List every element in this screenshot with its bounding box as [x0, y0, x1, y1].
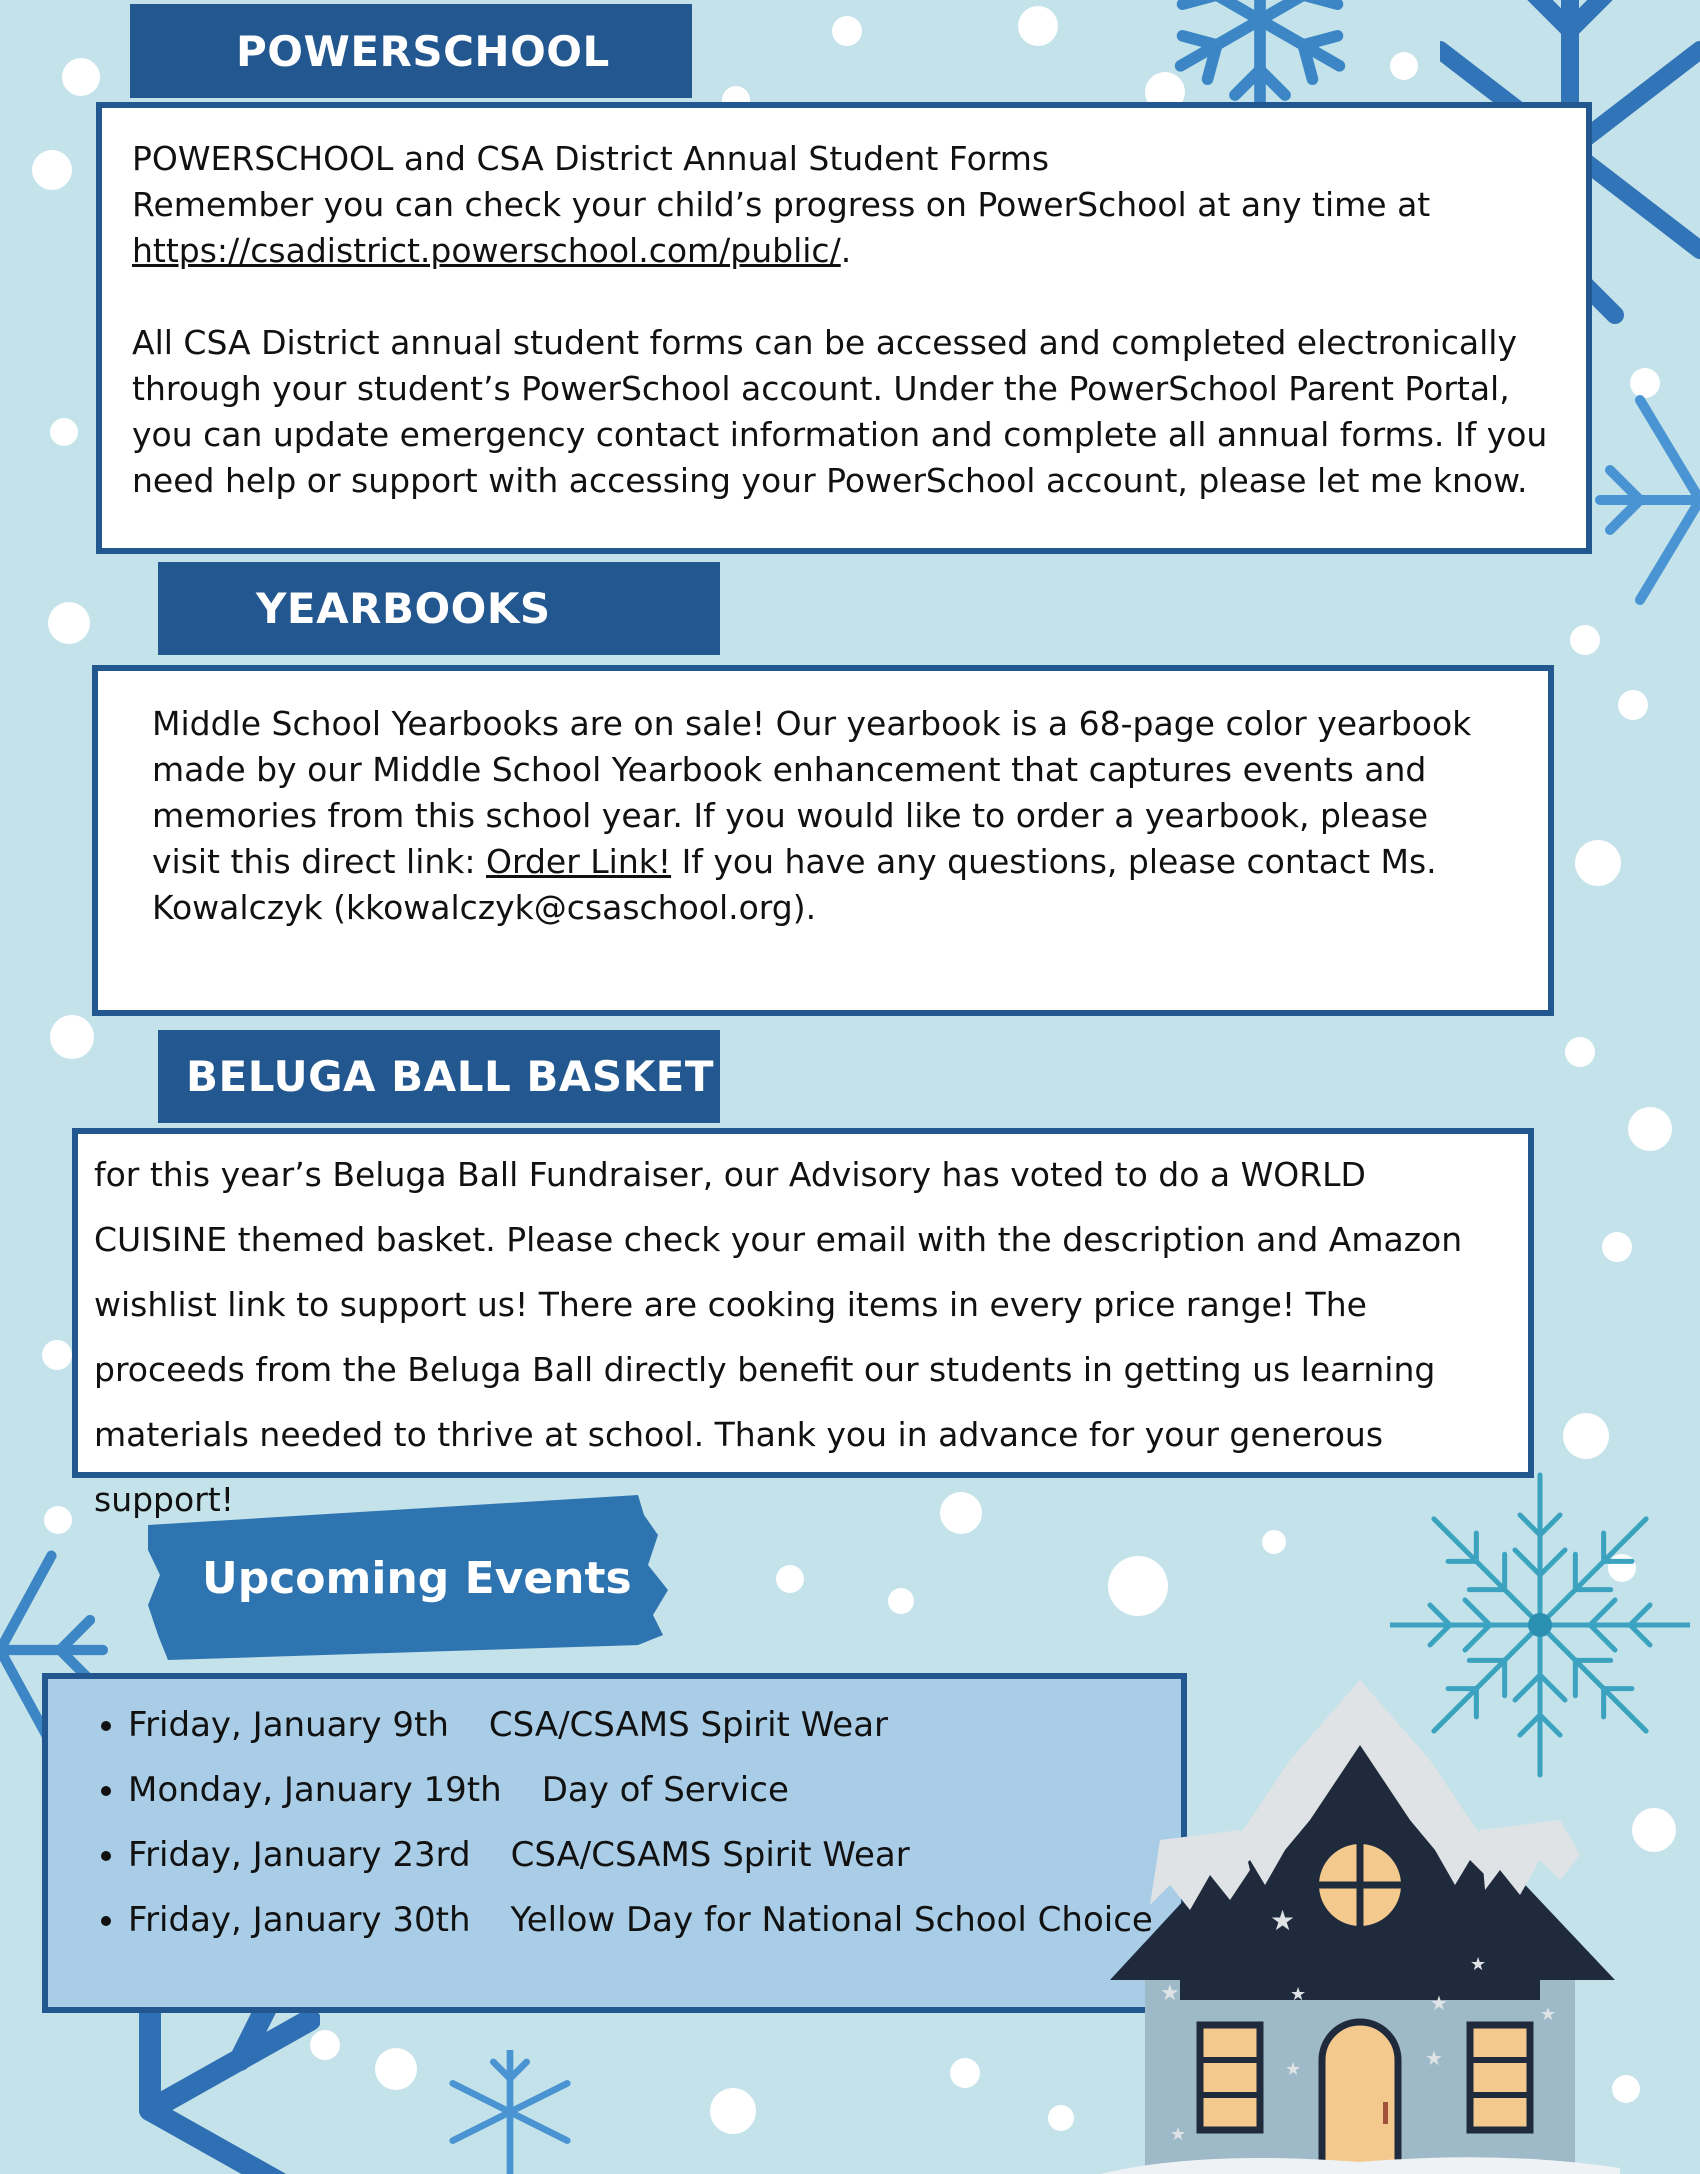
events-box [42, 1673, 1187, 2013]
svg-text:★: ★ [1160, 1981, 1180, 2006]
svg-text:★: ★ [1270, 1904, 1296, 1937]
svg-text:★: ★ [1425, 2046, 1443, 2070]
events-list [48, 1679, 1181, 1953]
powerschool-line: Remember you can check your child’s progress on PowerSchool at any time at [132, 185, 1431, 224]
powerschool-forms-text: All CSA District annual student forms can be accessed and completed electronically through your student’s PowerSchool account. Under the PowerSchool Parent Portal, you can update emergency contact information and complete all annual forms. If you need help or support with accessing your PowerSchool account, please let me know. [132, 323, 1548, 500]
snowflake-icon [1590, 380, 1700, 620]
event-item: • Monday, January 19th Day of Service [128, 1758, 1181, 1823]
event-item: • Friday, January 9th CSA/CSAMS Spirit Wear [128, 1693, 1181, 1758]
yearbooks-text: Middle School Yearbooks are on sale! Our yearbook is a 68-page color yearbook made by our Middle School Yearbook enhancement that captures events and memories from this school year. If you would like to order a yearbook, please visit this direct link: Order Link! If you have any questions, please contact Ms. Kowalczyk (kkowalczyk@csaschool.org). [152, 704, 1472, 927]
beluga-box [72, 1128, 1534, 1519]
event-item: • Friday, January 23rd CSA/CSAMS Spirit Wear [128, 1823, 1181, 1888]
yearbooks-heading: YEARBOOKS [158, 562, 720, 655]
snowflake-icon [380, 2050, 640, 2174]
yearbooks-box [92, 665, 1554, 1016]
house-icon [1100, 1670, 1620, 2174]
powerschool-heading: POWERSCHOOL [130, 4, 692, 98]
yearbook-order-link[interactable]: Order Link! [486, 842, 672, 881]
svg-text:★: ★ [1430, 1991, 1448, 2015]
powerschool-link-line: https://csadistrict.powerschool.com/public/. [132, 231, 852, 270]
svg-text:★: ★ [1290, 1984, 1307, 2005]
beluga-heading: BELUGA BALL BASKET [158, 1030, 720, 1123]
beluga-text: for this year’s Beluga Ball Fundraiser, our Advisory has voted to do a WORLD CUISINE themed basket. Please check your email with the description and Amazon wishlist link to support us! There are cooking items in every price range! The proceeds from the Beluga Ball directly benefit our students in getting us learning materials needed to thrive at school. Thank you in advance for your generous support! [94, 1155, 1463, 1519]
powerschool-title: POWERSCHOOL and CSA District Annual Student Forms [132, 139, 1050, 178]
events-heading: Upcoming Events [202, 1553, 632, 1604]
svg-text:★: ★ [1285, 2059, 1302, 2080]
powerschool-box [96, 102, 1592, 554]
powerschool-link[interactable]: https://csadistrict.powerschool.com/public/ [132, 231, 841, 270]
svg-text:★: ★ [1470, 1954, 1487, 1975]
svg-text:★: ★ [1540, 2004, 1557, 2025]
svg-text:★: ★ [1430, 1781, 1450, 1806]
event-item: • Friday, January 30th Yellow Day for National School Choice [128, 1888, 1181, 1953]
svg-text:★: ★ [1170, 2124, 1187, 2145]
